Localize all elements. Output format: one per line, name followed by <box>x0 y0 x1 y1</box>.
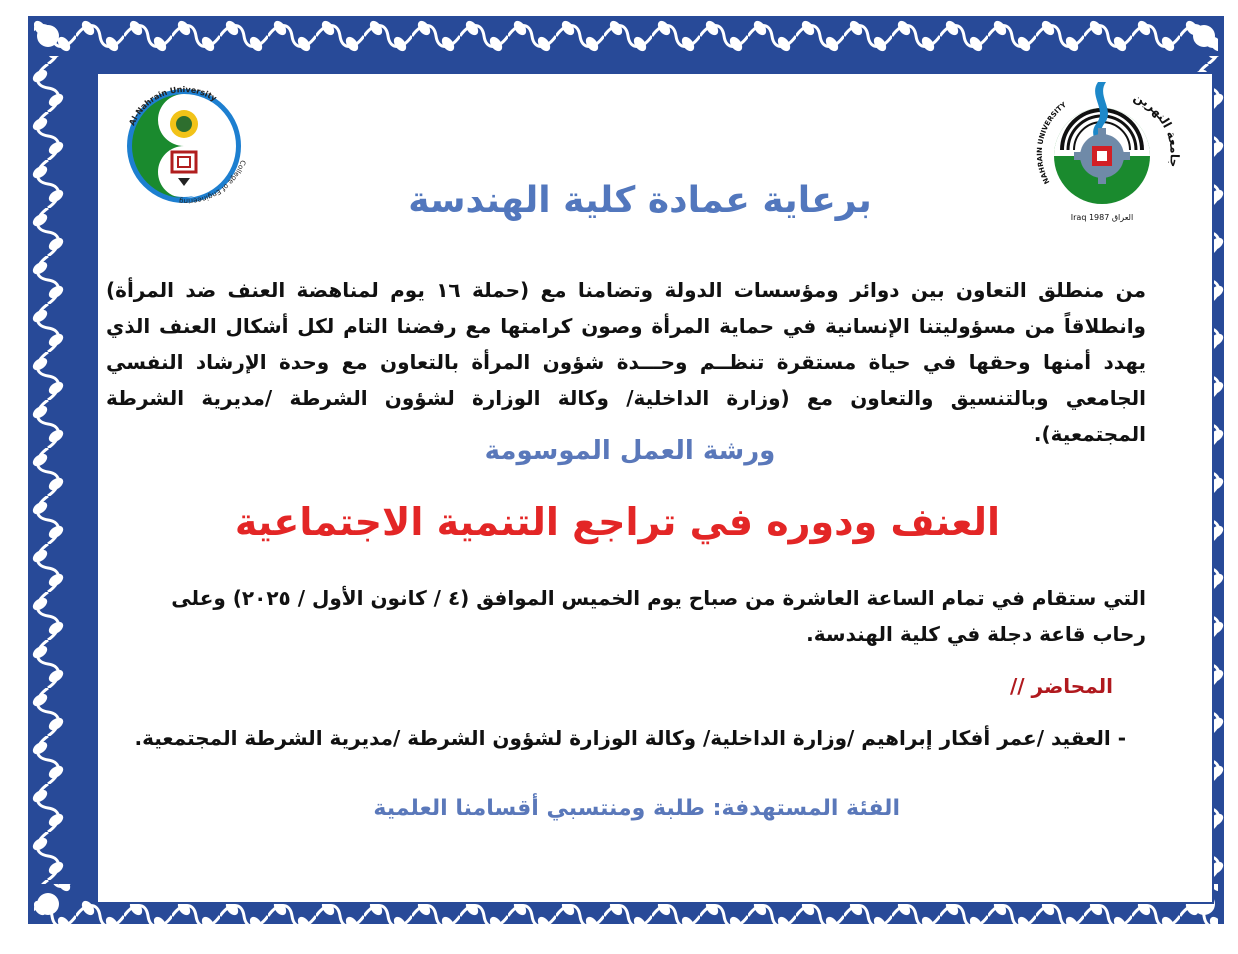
lecturer-label: المحاضر // <box>1009 674 1113 698</box>
page-title: برعاية عمادة كلية الهندسة <box>408 180 872 221</box>
logo-right-arabic-text: جامعة النهرين <box>1131 89 1182 169</box>
workshop-title: العنف ودوره في تراجع التنمية الاجتماعية <box>234 500 1000 544</box>
lecturer-entry: - العقيد /عمر أفكار إبراهيم /وزارة الداخلية/ وكالة الوزارة لشؤون الشرطة /مديرية الشرطة المجتمعية. <box>134 726 1126 750</box>
al-nahrain-university-logo <box>1022 76 1182 230</box>
logo-left-bottom-text: College of Engineering <box>178 158 248 204</box>
logo-right-english-text: NAHRAIN UNIVERSITY <box>1035 100 1068 186</box>
workshop-label: ورشة العمل الموسومة <box>484 436 776 466</box>
logo-right-footer-text: Iraq 1987 العراق <box>1070 213 1134 222</box>
college-of-engineering-logo <box>106 86 262 204</box>
schedule-paragraph: التي ستقام في تمام الساعة العاشرة من صباح يوم الخميس الموافق (٤ / كانون الأول / ٢٠٢٥) وعلى رحاب قاعة دجلة في كلية الهندسة. <box>171 586 1146 646</box>
intro-paragraph: من منطلق التعاون بين دوائر ومؤسسات الدولة وتضامنا مع (حملة ١٦ يوم لمناهضة العنف ضد المرأة) وانطلاقاً من مسؤوليتنا الإنسانية في حماية المرأة وصون كرامتها مع رفضنا التام لكل أشكال العنف الذي يهدد أمنها وحقها في حياة مستقرة تنظــم وحـــدة شؤون المرأة بالتعاون مع وحدة الإرشاد النفسي الجامعي وبالتنسيق والتعاون مع (وزارة الداخلية/ وكالة الوزارة لشؤون الشرطة /مديرية الشرطة المجتمعية). <box>106 278 1146 446</box>
logo-left-top-text: Al-Nahrain University <box>127 86 219 127</box>
target-audience: الفئة المستهدفة: طلبة ومنتسبي أقسامنا العلمية <box>373 796 900 821</box>
